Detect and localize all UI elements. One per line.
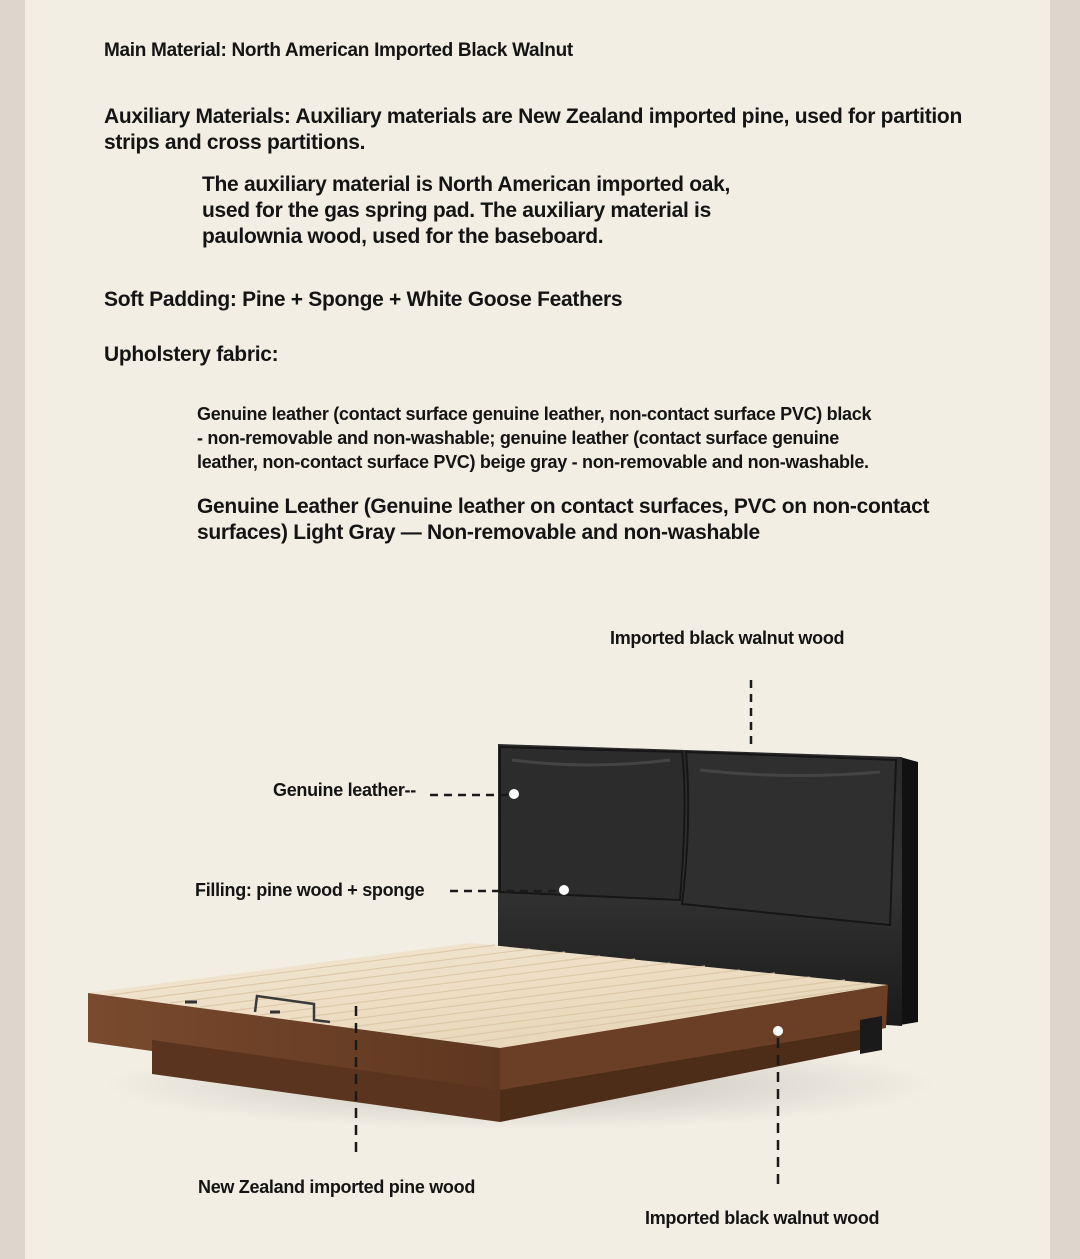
callout-label-top-walnut: Imported black walnut wood	[610, 628, 845, 648]
main-material-text: Main Material: North American Imported Black Walnut	[104, 40, 573, 61]
auxiliary-sub-line: paulownia wood, used for the baseboard.	[202, 225, 604, 248]
auxiliary-sub-line: The auxiliary material is North American imported oak,	[202, 173, 731, 196]
upholstery-option-line: leather, non-contact surface PVC) beige gray - non-removable and non-washable.	[197, 452, 869, 472]
callout-dot-filling	[559, 885, 569, 895]
callout-dot-leather	[509, 789, 519, 799]
headboard-cushion-right	[682, 752, 896, 925]
callout-label-filling: Filling: pine wood + sponge	[195, 880, 425, 900]
soft-padding-text: Soft Padding: Pine + Sponge + White Goose Feathers	[104, 288, 623, 311]
callout-label-bottom-walnut: Imported black walnut wood	[645, 1208, 880, 1228]
auxiliary-materials-line: Auxiliary Materials: Auxiliary materials are New Zealand imported pine, used for partition	[104, 105, 962, 128]
callout-label-pine-wood: New Zealand imported pine wood	[198, 1177, 476, 1197]
upholstery-option-line: Genuine Leather (Genuine leather on contact surfaces, PVC on non-contact	[197, 495, 930, 518]
headboard-side	[900, 757, 918, 1025]
upholstery-option-line: Genuine leather (contact surface genuine leather, non-contact surface PVC) black	[197, 404, 872, 424]
callout-dot-walnut	[773, 1026, 783, 1036]
upholstery-option-line: surfaces) Light Gray — Non-removable and non-washable	[197, 521, 760, 544]
upholstery-heading: Upholstery fabric:	[104, 343, 279, 366]
auxiliary-materials-line: strips and cross partitions.	[104, 131, 366, 154]
headboard-cushion-left	[500, 747, 685, 900]
callout-label-genuine-leather: Genuine leather--	[273, 780, 416, 800]
auxiliary-sub-line: used for the gas spring pad. The auxiliary material is	[202, 199, 711, 222]
upholstery-option-line: - non-removable and non-washable; genuine leather (contact surface genuine	[197, 428, 839, 448]
